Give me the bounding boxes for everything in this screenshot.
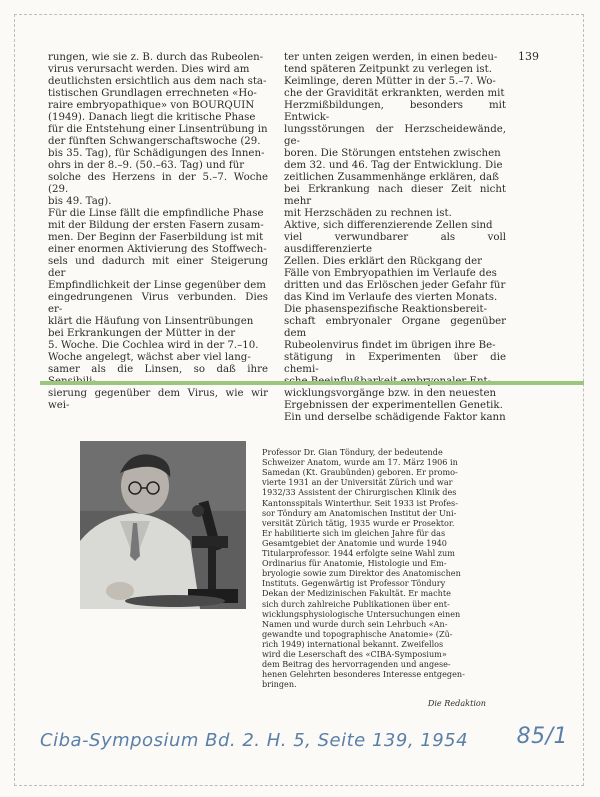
portrait-illustration [80, 441, 246, 609]
caption-text: Professor Dr. Gian Töndury, der bedeutende Schweizer Anatom, wurde am 17. März 1906 in Samedan (Kt. Graubünden) geboren. Er promo- vierte 1931 an der Universität Zürich und war 1932/33 Assistent der Chirurgischen Klinik des Kantonsspitals Winterthur. Seit 1933 ist Profes- sor Töndury am Anatomischen Institut der Uni- versität Zürich tätig, 1935 wurde er Prosektor. Er habilitierte sich im gleichen Jahre für das Gesamtgebiet der Anatomie und wurde 1940 Titularprofessor. 1944 erfolgte seine Wahl zum Ordinarius für Anatomie, Histologie und Em- bryologie sowie zum Direktor des Anatomischen Instituts. Gegenwärtig ist Professor Töndury Dekan der Medizinischen Fakultät. Er machte sich durch zahlreiche Publikationen über ent- wicklungsphysiologische Untersuchungen einen Namen und wurde durch sein Lehrbuch «An- gewandte und topographische Anatomie» (Zü- rich 1949) international bekannt. Zweifellos wird die Leserschaft des «CIBA-Symposium» dem Beitrag des hervorragenden und angese- henen Gelehrten besonderes Interesse entgegen- bringen. [262, 447, 465, 690]
left-text-column: rungen, wie sie z. B. durch das Rubeolen- virus verursacht werden. Dies wird am deutlichsten ersichtlich aus dem nach sta- tistischen Grundlagen errechneten «Ho- raire embryopathique» von BOURQUIN (1949). Danach liegt die kritische Phase für die Entstehung einer Linsentrübung in der fünften Schwangerschaftswoche (29. bis 35. Tag), für Schädigungen des Innen- ohrs in der 8.–9. (50.–63. Tag) und für solche des Herzens in der 5.–7. Woche (29. bis 49. Tag). Für die Linse fällt die empfindliche Phase mit der Bildung der ersten Fasern zusam- men. Der Beginn der Faserbildung ist mit einer enormen Aktivierung des Stoffwech- sels und dadurch mit einer Steigerung der Empfindlichkeit der Linse gegenüber dem eingedrungenen Virus verbunden. Dies er- klärt die Häufung von Linsentrübungen bei Erkrankungen der Mütter in der 5. Woche. Die Cochlea wird in der 7.–10. Woche angelegt, wächst aber viel lang- samer als die Linsen, so daß ihre sierung gegenüber dem Virus, wie wir wei- [48, 52, 268, 411]
handwritten-number: 85/1 [516, 724, 568, 749]
page-number: 139 [518, 50, 539, 63]
handwritten-citation: Ciba-Symposium Bd. 2. H. 5, Seite 139, 1954 [40, 730, 469, 751]
caption-signature: Die Redaktion [427, 698, 486, 709]
portrait-caption [262, 437, 486, 709]
handwritten-annotation [40, 724, 580, 784]
right-text-column: ter unten zeigen werden, in einen bedeu- tend späteren Zeitpunkt zu verlegen ist. Keimlinge, deren Mütter in der 5.–7. Wo- che der Gravidität erkrankten, werden mit Herzmißbildungen, besonders mit Entwick- lungsstörungen der Herzscheidewände, ge- boren. Die Störungen entstehen zwischen dem 32. und 46. Tag der Entwicklung. Die zeitlichen Zusammenhänge erklären, daß bei Erkrankung nach dieser Zeit nicht mehr mit Herzschäden zu rechnen ist. Aktive, sich differenzierende Zellen sind viel verwundbarer als voll ausdifferenzierte Zellen. Dies erklärt den Rückgang der Fälle von Embryopathien im Verlaufe des dritten und das Erlöschen jeder Gefahr für das Kind im Verlaufe des vierten Monats. Die phasenspezifische Reaktionsbereit- schaft embryonaler Organe gegenüber dem Rubeolenvirus findet im übrigen ihre Be- stätigung in Experimenten über die chemi- wicklungsvorgänge bzw. in den neuesten Ergebnissen der experimentellen Genetik. Ein und derselbe schädigende Faktor kann [284, 52, 506, 423]
green-divider-rule [40, 381, 584, 385]
portrait-photo [80, 441, 246, 609]
